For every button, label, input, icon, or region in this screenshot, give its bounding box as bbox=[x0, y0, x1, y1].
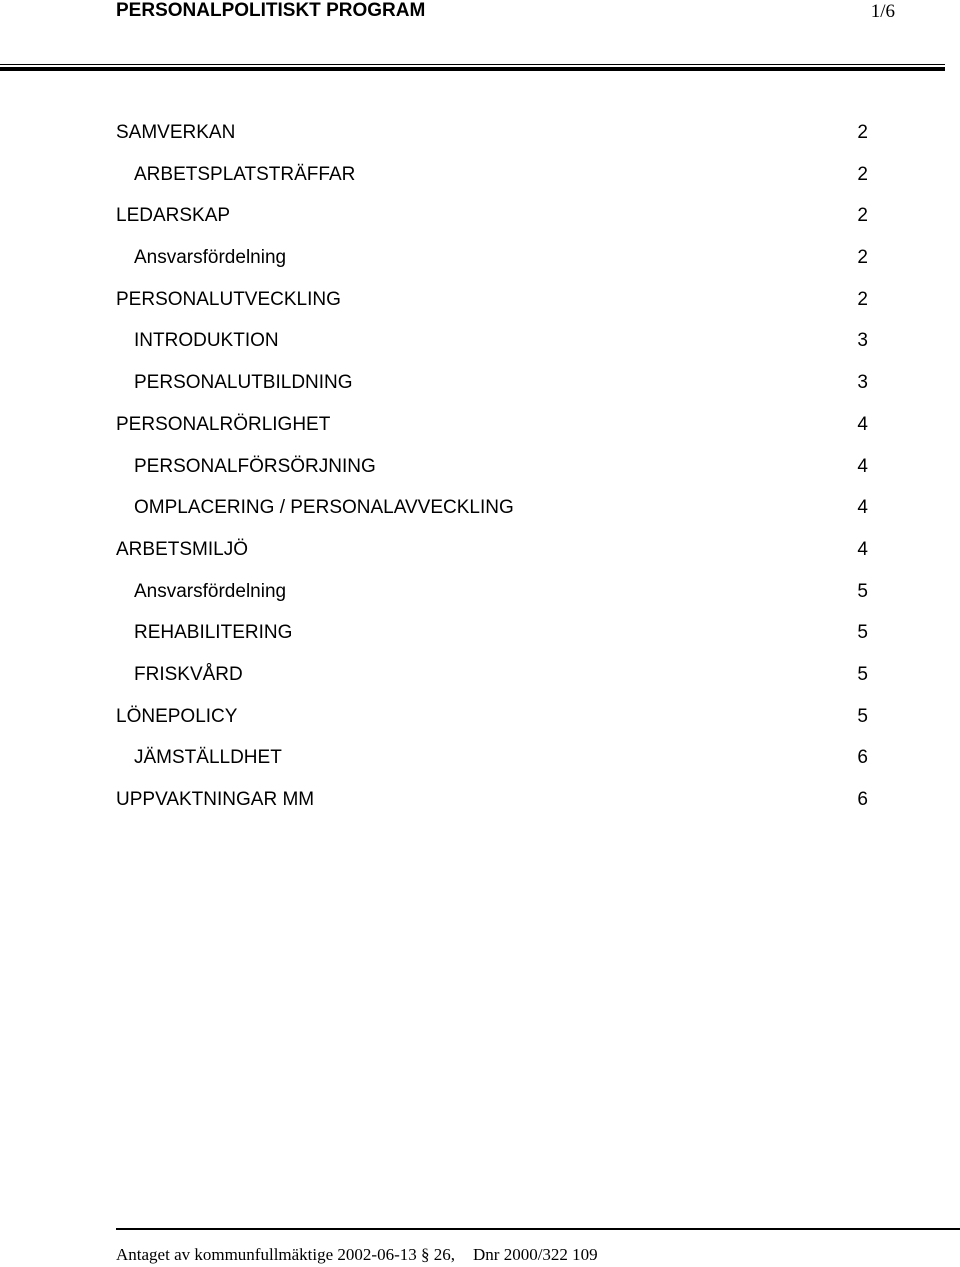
toc-entry-label: PERSONALUTVECKLING bbox=[116, 288, 341, 310]
toc-entry bbox=[0, 112, 960, 154]
toc-entry bbox=[0, 779, 960, 821]
toc-entry-page: 6 bbox=[857, 789, 868, 810]
toc-entry-page: 3 bbox=[857, 372, 868, 394]
header-rule-thin bbox=[0, 64, 945, 65]
toc-entry-label: LEDARSKAP bbox=[116, 205, 231, 227]
toc-entry bbox=[0, 571, 960, 613]
toc-entry bbox=[0, 487, 960, 529]
toc-entry-label: UPPVAKTNINGAR MM bbox=[116, 789, 315, 810]
table-of-contents bbox=[0, 112, 960, 821]
toc-entry-page: 4 bbox=[857, 413, 868, 435]
toc-entry-page: 2 bbox=[857, 247, 868, 269]
toc-entry bbox=[0, 404, 960, 446]
toc-entry bbox=[0, 696, 960, 738]
toc-entry-label: PERSONALRÖRLIGHET bbox=[116, 413, 331, 435]
toc-entry-page: 5 bbox=[857, 580, 868, 602]
toc-entry-page: 2 bbox=[857, 288, 868, 310]
toc-entry-page: 4 bbox=[857, 538, 868, 560]
footer-dnr: Dnr 2000/322 109 bbox=[473, 1245, 598, 1264]
toc-entry-page: 3 bbox=[857, 330, 868, 352]
toc-entry-label: PERSONALUTBILDNING bbox=[134, 372, 353, 394]
toc-entry bbox=[0, 529, 960, 571]
toc-entry-page: 2 bbox=[857, 122, 868, 143]
footer bbox=[116, 1244, 598, 1266]
toc-entry bbox=[0, 320, 960, 362]
toc-entry-label: OMPLACERING / PERSONALAVVECKLING bbox=[134, 497, 514, 519]
toc-entry bbox=[0, 237, 960, 279]
toc-entry bbox=[0, 362, 960, 404]
toc-entry-label: REHABILITERING bbox=[134, 622, 293, 644]
toc-entry-page: 5 bbox=[857, 622, 868, 644]
toc-entry-label: JÄMSTÄLLDHET bbox=[134, 747, 282, 769]
toc-entry-page: 5 bbox=[857, 705, 868, 727]
toc-entry-label: ARBETSMILJÖ bbox=[116, 538, 248, 560]
toc-entry-page: 5 bbox=[857, 663, 868, 685]
toc-entry bbox=[0, 612, 960, 654]
footer-rule bbox=[116, 1228, 960, 1230]
toc-entry-label: INTRODUKTION bbox=[134, 330, 279, 352]
toc-entry-label: LÖNEPOLICY bbox=[116, 705, 238, 727]
toc-entry-label: FRISKVÅRD bbox=[134, 663, 243, 685]
toc-entry bbox=[0, 195, 960, 237]
toc-entry-page: 6 bbox=[857, 747, 868, 769]
document-title: PERSONALPOLITISKT PROGRAM bbox=[116, 0, 426, 21]
header-rule-thick bbox=[0, 67, 945, 71]
footer-adoption-note: Antaget av kommunfullmäktige 2002-06-13 § 26, bbox=[116, 1245, 455, 1264]
toc-entry bbox=[0, 654, 960, 696]
toc-entry bbox=[0, 279, 960, 321]
toc-entry bbox=[0, 154, 960, 196]
toc-entry-label: Ansvarsfördelning bbox=[134, 247, 287, 269]
toc-entry-page: 4 bbox=[857, 497, 868, 519]
header-rule bbox=[0, 64, 945, 71]
toc-entry-label: PERSONALFÖRSÖRJNING bbox=[134, 455, 376, 477]
toc-entry-page: 2 bbox=[857, 205, 868, 227]
toc-entry bbox=[0, 446, 960, 488]
toc-entry bbox=[0, 737, 960, 779]
toc-entry-label: SAMVERKAN bbox=[116, 122, 236, 143]
page-number: 1/6 bbox=[870, 1, 895, 22]
toc-entry-page: 4 bbox=[857, 455, 868, 477]
toc-entry-label: Ansvarsfördelning bbox=[134, 580, 287, 602]
toc-entry-label: ARBETSPLATSTRÄFFAR bbox=[134, 163, 356, 185]
toc-entry-page: 2 bbox=[857, 163, 868, 185]
